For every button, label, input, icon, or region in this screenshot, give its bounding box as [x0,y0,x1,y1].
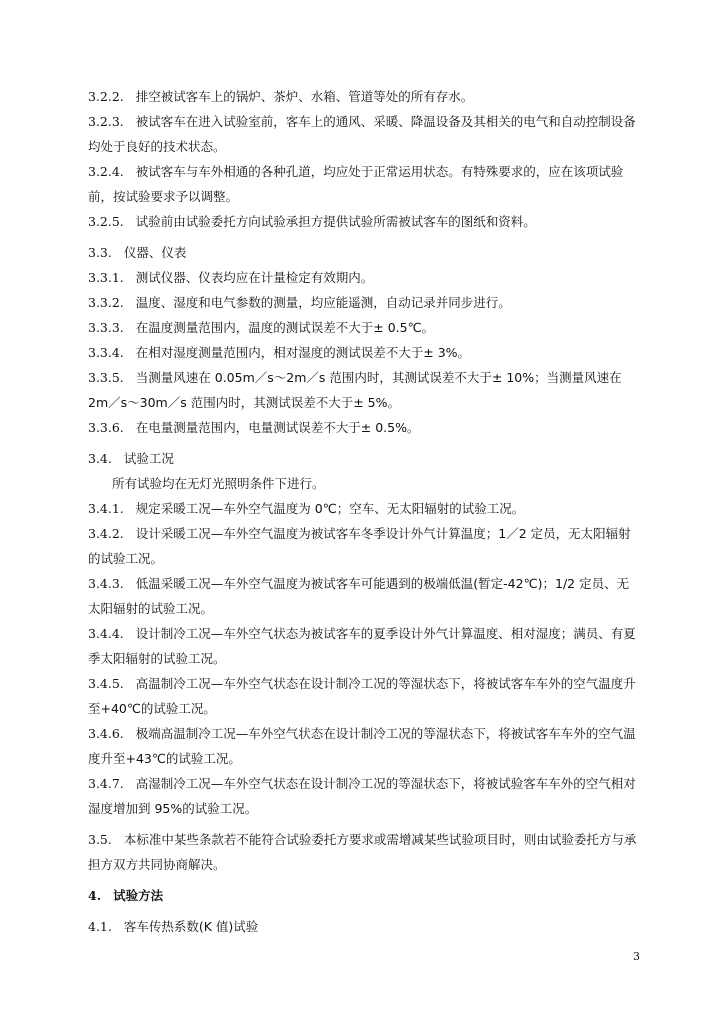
clause-3-3-4 [88,340,640,365]
clause-3-3-3 [88,315,640,340]
clause-3-2-5 [88,209,640,234]
clause-number: 3.3.6. [88,420,124,435]
section-heading-3-4 [88,446,640,471]
clause-3-3-1 [88,265,640,290]
clause-3-3-5 [88,365,640,415]
clause-text: 在相对湿度测量范围内，相对湿度的测试误差不大于± 3%。 [135,345,471,360]
section-title: 仪器、仪表 [123,245,187,260]
clause-3-2-3 [88,109,640,159]
clause-text: 设计制冷工况—车外空气状态为被试客车的夏季设计外气计算温度、相对湿度；满员、有夏季太阳辐射的试验工况。 [88,626,636,666]
clause-3-4-2 [88,521,640,571]
clause-text: 测试仪器、仪表均应在计量检定有效期内。 [135,270,374,285]
clause-3-4-3 [88,571,640,621]
clause-3-4-7 [88,771,640,821]
clause-number: 3.4.7. [88,776,124,791]
clause-text: 规定采暖工况—车外空气温度为 0℃；空车、无太阳辐射的试验工况。 [135,501,525,516]
clause-number: 3.3.5. [88,370,124,385]
clause-text: 当测量风速在 0.05m／s～2m／s 范围内时，其测试误差不大于± 10%；当测量风速在 2m／s～30m／s 范围内时，其测试误差不大于± 5%。 [88,370,622,410]
clause-number: 3.3.4. [88,345,124,360]
clause-number: 3.3.3. [88,320,124,335]
clause-text: 被试客车在进入试验室前，客车上的通风、采暖、降温设备及其相关的电气和自动控制设备均处于良好的技术状态。 [88,114,636,154]
section-number: 3.3. [88,245,112,260]
clause-number: 3.5. [88,832,112,847]
clause-3-5 [88,827,640,877]
clause-text: 高湿制冷工况—车外空气状态在设计制冷工况的等湿状态下，将被试验客车车外的空气相对湿度增加到 95%的试验工况。 [88,776,636,816]
section-heading-4 [88,883,640,908]
clause-3-4-4 [88,621,640,671]
section-number: 3.4. [88,451,112,466]
clause-number: 3.4.5. [88,676,124,691]
clause-number: 3.4.4. [88,626,124,641]
clause-number: 4.1. [88,919,112,934]
clause-text: 本标准中某些条款若不能符合试验委托方要求或需增减某些试验项目时，则由试验委托方与承担方双方共同协商解决。 [88,832,637,872]
section-number: 4. [88,888,102,903]
clause-text: 试验前由试验委托方向试验承担方提供试验所需被试客车的图纸和资料。 [135,214,536,229]
clause-3-4-6 [88,721,640,771]
clause-number: 3.2.2. [88,89,124,104]
clause-number: 3.2.4. [88,164,124,179]
clause-4-1 [88,914,640,939]
clause-text: 低温采暖工况—车外空气温度为被试客车可能遇到的极端低温(暂定-42℃)；1/2 定员、无太阳辐射的试验工况。 [88,576,630,616]
clause-3-4-1 [88,496,640,521]
clause-text: 设计采暖工况—车外空气温度为被试客车冬季设计外气计算温度；1／2 定员，无太阳辐射的试验工况。 [88,526,631,566]
clause-number: 3.4.6. [88,726,124,741]
section-title: 试验方法 [113,888,164,903]
section-title: 试验工况 [123,451,174,466]
section-heading-3-3 [88,240,640,265]
clause-number: 3.4.3. [88,576,124,591]
clause-text: 温度、湿度和电气参数的测量，均应能遥测，自动记录并同步进行。 [135,295,511,310]
clause-3-3-2 [88,290,640,315]
clause-text: 极端高温制冷工况—车外空气状态在设计制冷工况的等湿状态下，将被试客车车外的空气温度升至+43℃的试验工况。 [88,726,636,766]
clause-text: 客车传热系数(K 值)试验 [123,919,259,934]
clause-text: 高温制冷工况—车外空气状态在设计制冷工况的等湿状态下，将被试客车车外的空气温度升至+40℃的试验工况。 [88,676,636,716]
clause-text: 被试客车与车外相通的各种孔道，均应处于正常运用状态。有特殊要求的，应在该项试验前，按试验要求予以调整。 [88,164,624,204]
clause-text: 排空被试客车上的锅炉、茶炉、水箱、管道等处的所有存水。 [135,89,474,104]
clause-number: 3.4.1. [88,501,124,516]
clause-text: 在电量测量范围内，电量测试误差不大于± 0.5%。 [135,420,420,435]
clause-3-2-4 [88,159,640,209]
clause-number: 3.2.5. [88,214,124,229]
section-intro: 所有试验均在无灯光照明条件下进行。 [112,476,325,491]
document-body [88,84,640,939]
clause-3-3-6 [88,415,640,440]
clause-number: 3.3.2. [88,295,124,310]
page-number: 3 [633,950,640,963]
clause-3-4-5 [88,671,640,721]
clause-number: 3.2.3. [88,114,124,129]
clause-text: 在温度测量范围内，温度的测试误差不大于± 0.5℃。 [135,320,435,335]
clause-number: 3.4.2. [88,526,124,541]
clause-number: 3.3.1. [88,270,124,285]
clause-3-2-2 [88,84,640,109]
